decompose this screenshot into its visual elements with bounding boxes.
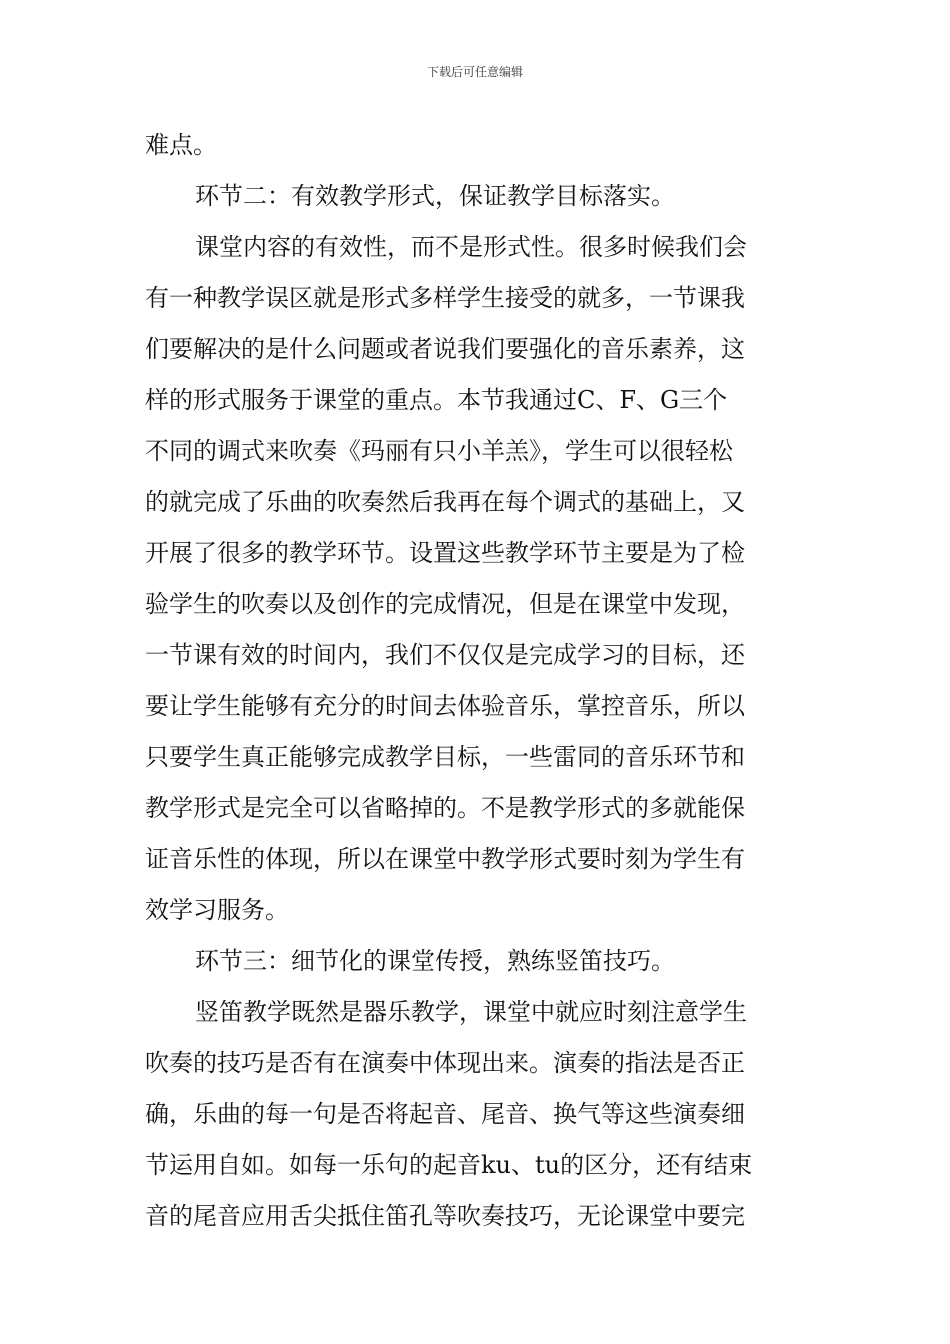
text-line: 课堂内容的有效性，而不是形式性。很多时候我们会	[195, 233, 747, 261]
text-line: 证音乐性的体现，所以在课堂中教学形式要时刻为学生有	[145, 845, 745, 873]
text-line: 一节课有效的时间内，我们不仅仅是完成学习的目标，还	[145, 641, 745, 669]
text-line: 验学生的吹奏以及创作的完成情况，但是在课堂中发现，	[145, 590, 745, 618]
text-line: 难点。	[145, 131, 217, 159]
text-line: 有一种教学误区就是形式多样学生接受的就多，一节课我	[145, 284, 745, 312]
text-line: 环节二：有效教学形式，保证教学目标落实。	[195, 182, 675, 210]
text-line: 不同的调式来吹奏《玛丽有只小羊羔》，学生可以很轻松	[145, 437, 733, 465]
text-line: 环节三：细节化的课堂传授，熟练竖笛技巧。	[195, 947, 675, 975]
page-header: 下载后可任意编辑	[426, 65, 523, 79]
text-line: 竖笛教学既然是器乐教学，课堂中就应时刻注意学生	[195, 998, 747, 1026]
text-line: 效学习服务。	[145, 896, 289, 924]
text-line: 的就完成了乐曲的吹奏然后我再在每个调式的基础上，又	[145, 488, 745, 516]
text-line: 只要学生真正能够完成教学目标，一些雷同的音乐环节和	[145, 743, 745, 771]
text-line: 音的尾音应用舌尖抵住笛孔等吹奏技巧，无论课堂中要完	[145, 1202, 745, 1230]
text-line: 样的形式服务于课堂的重点。本节我通过C、F、G三个	[145, 386, 728, 414]
text-line: 吹奏的技巧是否有在演奏中体现出来。演奏的指法是否正	[145, 1049, 745, 1077]
text-line: 节运用自如。如每一乐句的起音ku、tu的区分，还有结束	[145, 1151, 753, 1179]
text-line: 们要解决的是什么问题或者说我们要强化的音乐素养，这	[145, 335, 745, 363]
document-body	[145, 120, 809, 1242]
text-line: 要让学生能够有充分的时间去体验音乐，掌控音乐，所以	[145, 692, 745, 720]
text-line: 教学形式是完全可以省略掉的。不是教学形式的多就能保	[145, 794, 745, 822]
text-line: 确，乐曲的每一句是否将起音、尾音、换气等这些演奏细	[145, 1100, 745, 1128]
text-line: 开展了很多的教学环节。设置这些教学环节主要是为了检	[145, 539, 745, 567]
